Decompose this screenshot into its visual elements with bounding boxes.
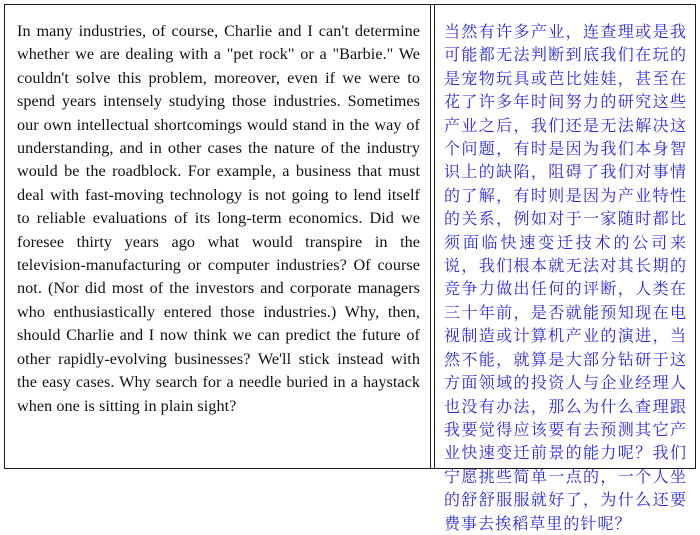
english-paragraph: In many industries, of course, Charlie and I can't determine whether we are dealing with a "pet rock" or a "Barbie." We couldn't solve this problem, moreover, even if we were to spend years intensely studying those industries. Sometimes our own intellectual shortcomings would stand in the way of understanding, and in other cases the nature of the industry would be the roadblock. For example, a business that must deal with fast-moving technology is not going to lend itself to reliable evaluations of its long-term economics. Did we foresee thirty years ago what would transpire in the television-manufacturing or computer industries? Of course not. (Nor did most of the investors and corporate managers who enthusiastically entered those industries.) Why, then, should Charlie and I now think we can predict the future of other rapidly-evolving businesses? We'll stick instead with the easy cases. Why search for a needle buried in a haystack when one is sitting in plain sight? xyxy=(17,22,420,415)
bilingual-table xyxy=(4,4,696,533)
chinese-paragraph: 当然有许多产业，连查理或是我可能都无法判断到底我们在玩的是宠物玩具或芭比娃娃，甚至在花了许多年时间努力的研究这些产业之后，我们还是无法解决这个问题，有时是因为我们本身智识上的缺陷，阻碍了我们对事情的了解，有时则是因为产业特性的关系，例如对于一家随时都比须面临快速变迁技术的公司来说，我们根本就无法对其长期的竞争力做出任何的评断，人类在三十年前，是否就能预知现在电视制造或计算机产业的演进，当然不能，就算是大部分钻研于这方面领域的投资人与企业经理人也没有办法，那么为什么查理跟我要觉得应该要有去预测其它产业快速变迁前景的能力呢？我们宁愿挑些简单一点的，一个人坐的舒舒服服就好了，为什么还要费事去挨稻草里的针呢？ xyxy=(444,22,687,533)
